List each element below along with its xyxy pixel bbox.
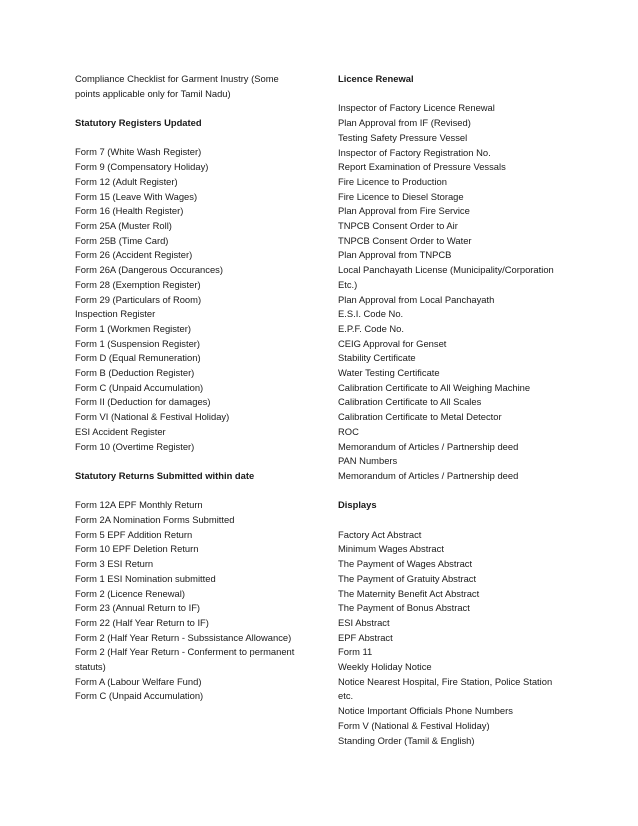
list-item: Form 3 ESI Return [75,558,154,570]
list-item: Water Testing Certificate [338,367,440,379]
licence-heading: Licence Renewal [338,73,414,84]
list-item: CEIG Approval for Genset [338,337,447,349]
list-item: Form 15 (Leave With Wages) [75,190,198,202]
displays-heading: Displays [338,499,377,511]
list-item: Form 12 (Adult Register) [75,175,178,187]
list-item: Fire Licence to Production [338,175,447,187]
list-item: Inspector of Factory Licence Renewal [338,102,495,114]
list-item: Form 2 (Half Year Return - Conferment to permanent [75,646,295,658]
list-item: statuts) [75,661,106,673]
list-item: Form 12A EPF Monthly Return [75,499,203,511]
list-item: Minimum Wages Abstract [338,543,444,555]
list-item: PAN Numbers [338,455,398,467]
list-item: The Payment of Bonus Abstract [338,602,470,614]
list-item: Form 26A (Dangerous Occurances) [75,264,223,276]
list-item: Form VI (National & Festival Holiday) [75,411,230,423]
list-item: Form C (Unpaid Accumulation) [75,690,204,702]
list-item: Form 1 ESI Nomination submitted [75,572,216,584]
left-column [75,72,325,704]
list-item: Form 22 (Half Year Return to IF) [75,616,209,628]
list-item: Local Panchayath License (Municipality/Corporation [338,264,554,276]
list-item: Inspector of Factory Registration No. [338,146,491,158]
list-item: Notice Nearest Hospital, Fire Station, Police Station [338,675,553,687]
list-item: Form 5 EPF Addition Return [75,528,193,540]
list-item: Form 2A Nomination Forms Submitted [75,514,235,526]
list-item: ROC [338,425,359,437]
list-item: Weekly Holiday Notice [338,661,432,673]
list-item: Form 10 (Overtime Register) [75,440,195,452]
list-item: Form V (National & Festival Holiday) [338,719,490,731]
list-item: EPF Abstract [338,631,393,643]
list-item: Form 29 (Particulars of Room) [75,293,202,305]
list-item: The Maternity Benefit Act Abstract [338,587,480,599]
list-item: TNPCB Consent Order to Air [338,220,458,232]
list-item: Inspection Register [75,308,156,320]
list-item: Form II (Deduction for damages) [75,396,211,408]
list-item: Testing Safety Pressure Vessel [338,131,468,143]
list-item: E.P.F. Code No. [338,322,405,334]
list-item: Plan Approval from Local Panchayath [338,293,495,305]
list-item: Calibration Certificate to All Scales [338,396,482,408]
list-item: ESI Abstract [338,616,390,628]
list-item: Form 10 EPF Deletion Return [75,543,199,555]
list-item: Form 2 (Half Year Return - Subssistance Allowance) [75,631,292,643]
registers-heading: Statutory Registers Updated [75,117,202,129]
list-item: Form 11 [338,646,373,658]
list-item: Form A (Labour Welfare Fund) [75,675,202,687]
list-item: Stability Certificate [338,352,416,364]
list-item: Form 26 (Accident Register) [75,249,193,261]
list-item: Form 25A (Muster Roll) [75,220,172,231]
returns-list [75,498,325,704]
list-item: Factory Act Abstract [338,528,422,540]
right-column [338,72,578,748]
list-item: ESI Accident Register [75,425,166,437]
list-item: The Payment of Gratuity Abstract [338,572,477,584]
list-item: Calibration Certificate to All Weighing Machine [338,381,531,393]
list-item: Fire Licence to Diesel Storage [338,190,464,202]
list-item: Form 25B (Time Card) [75,234,169,246]
document-title-line-1: Compliance Checklist for Garment Inustry (Some [75,73,279,84]
list-item: Plan Approval from TNPCB [338,249,452,261]
list-item: Memorandum of Articles / Partnership deed [338,469,519,481]
displays-list [338,528,578,749]
list-item: Etc.) [338,278,358,290]
list-item: The Payment of Wages Abstract [338,558,473,570]
list-item: Form B (Deduction Register) [75,367,195,379]
list-item: Form 1 (Suspension Register) [75,337,201,349]
list-item: Standing Order (Tamil & English) [338,734,475,746]
list-item: Report Examination of Pressure Vessals [338,161,506,173]
list-item: Notice Important Officials Phone Numbers [338,705,513,717]
list-item: TNPCB Consent Order to Water [338,234,472,246]
list-item: Form D (Equal Remuneration) [75,352,201,364]
list-item: Plan Approval from IF (Revised) [338,117,471,129]
list-item: Form 23 (Annual Return to IF) [75,602,201,614]
list-item: Form 1 (Workmen Register) [75,322,191,334]
list-item: E.S.I. Code No. [338,308,404,320]
list-item: Form 9 (Compensatory Holiday) [75,161,209,173]
list-item: Calibration Certificate to Metal Detector [338,411,502,423]
list-item: etc. [338,690,354,702]
registers-list [75,145,325,454]
returns-heading: Statutory Returns Submitted within date [75,469,255,481]
document-title-line-2: points applicable only for Tamil Nadu) [75,87,231,99]
list-item: Memorandum of Articles / Partnership deed [338,440,519,452]
list-item: Form 28 (Exemption Register) [75,278,201,290]
list-item: Form 16 (Health Register) [75,205,184,217]
list-item: Form 2 (Licence Renewal) [75,587,185,599]
list-item: Form C (Unpaid Accumulation) [75,381,204,393]
list-item: Plan Approval from Fire Service [338,205,470,217]
licence-list [338,101,578,483]
list-item: Form 7 (White Wash Register) [75,146,202,158]
